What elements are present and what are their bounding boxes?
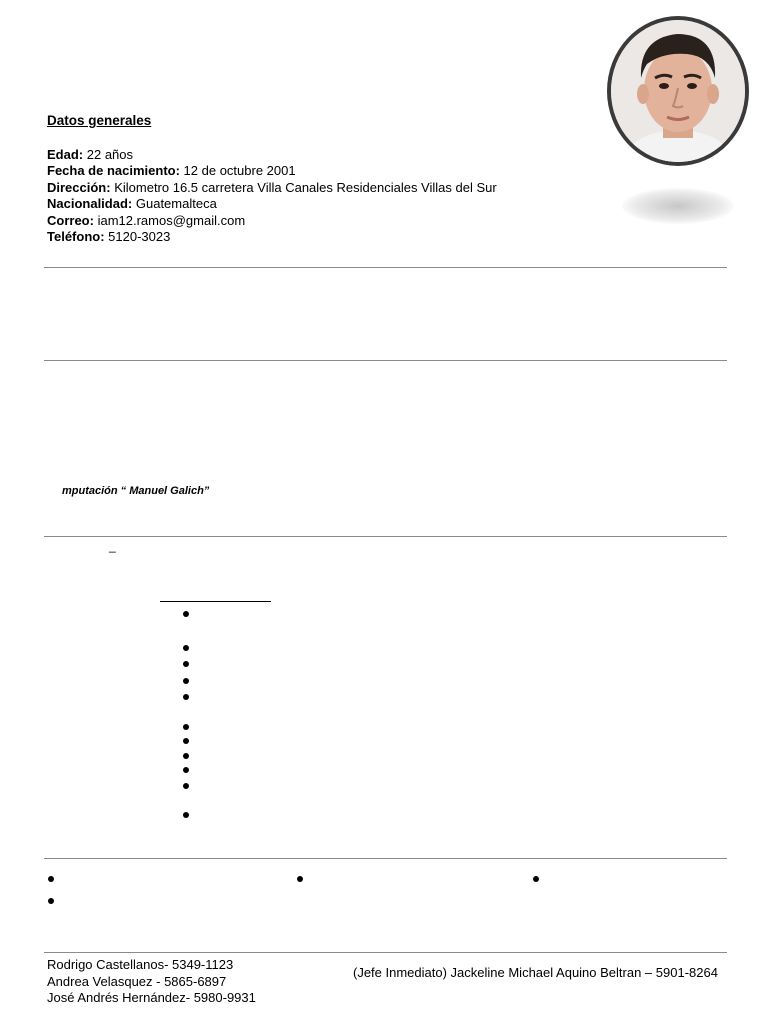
bullet — [183, 645, 189, 651]
bullet — [183, 678, 189, 684]
divider — [44, 952, 727, 953]
field-phone — [47, 229, 170, 246]
field-value: Kilometro 16.5 carretera Villa Canales Residenciales Villas del Sur — [114, 180, 497, 195]
field-value: 5120-3023 — [108, 229, 171, 244]
field-value: 22 años — [86, 147, 134, 162]
bullet — [183, 783, 189, 789]
field-label: Fecha de nacimiento: — [47, 163, 180, 178]
reference-personal: Rodrigo Castellanos- 5349-1123 — [47, 957, 234, 972]
field-value: 12 de octubre 2001 — [183, 163, 296, 178]
photo-shadow — [622, 188, 734, 224]
field-value: iam12.ramos@gmail.com — [97, 213, 246, 228]
field-nationality — [47, 196, 217, 213]
bullet — [183, 738, 189, 744]
underline-bar — [160, 601, 271, 602]
bullet — [183, 812, 189, 818]
bullet — [183, 611, 189, 617]
bullet — [183, 753, 189, 759]
divider — [44, 267, 727, 268]
reference-work: (Jefe Inmediato) Jackeline Michael Aquino Beltran – 5901-8264 — [353, 965, 718, 980]
field-age — [47, 147, 133, 164]
section-title-general: Datos generales — [47, 113, 152, 128]
field-birthdate — [47, 163, 296, 180]
divider — [44, 536, 727, 537]
bullet — [297, 876, 303, 882]
bullet — [48, 876, 54, 882]
field-label: Dirección: — [47, 180, 111, 195]
bullet — [183, 724, 189, 730]
bullet — [183, 694, 189, 700]
education-note: mputación “ Manuel Galich” — [62, 485, 210, 497]
divider — [44, 858, 727, 859]
field-address — [47, 180, 497, 197]
field-value: Guatemalteca — [135, 196, 217, 211]
bullet — [183, 661, 189, 667]
reference-personal: José Andrés Hernández- 5980-9931 — [47, 990, 256, 1005]
bullet — [183, 767, 189, 773]
reference-personal: Andrea Velasquez - 5865-6897 — [47, 974, 227, 989]
field-label: Teléfono: — [47, 229, 105, 244]
bullet — [533, 876, 539, 882]
field-email — [47, 213, 245, 230]
field-label: Edad: — [47, 147, 84, 162]
portrait-image — [611, 20, 745, 162]
bullet — [48, 898, 54, 904]
profile-photo — [607, 16, 749, 166]
dash-mark: _ — [109, 539, 116, 553]
field-label: Nacionalidad: — [47, 196, 133, 211]
divider — [44, 360, 727, 361]
field-label: Correo: — [47, 213, 94, 228]
